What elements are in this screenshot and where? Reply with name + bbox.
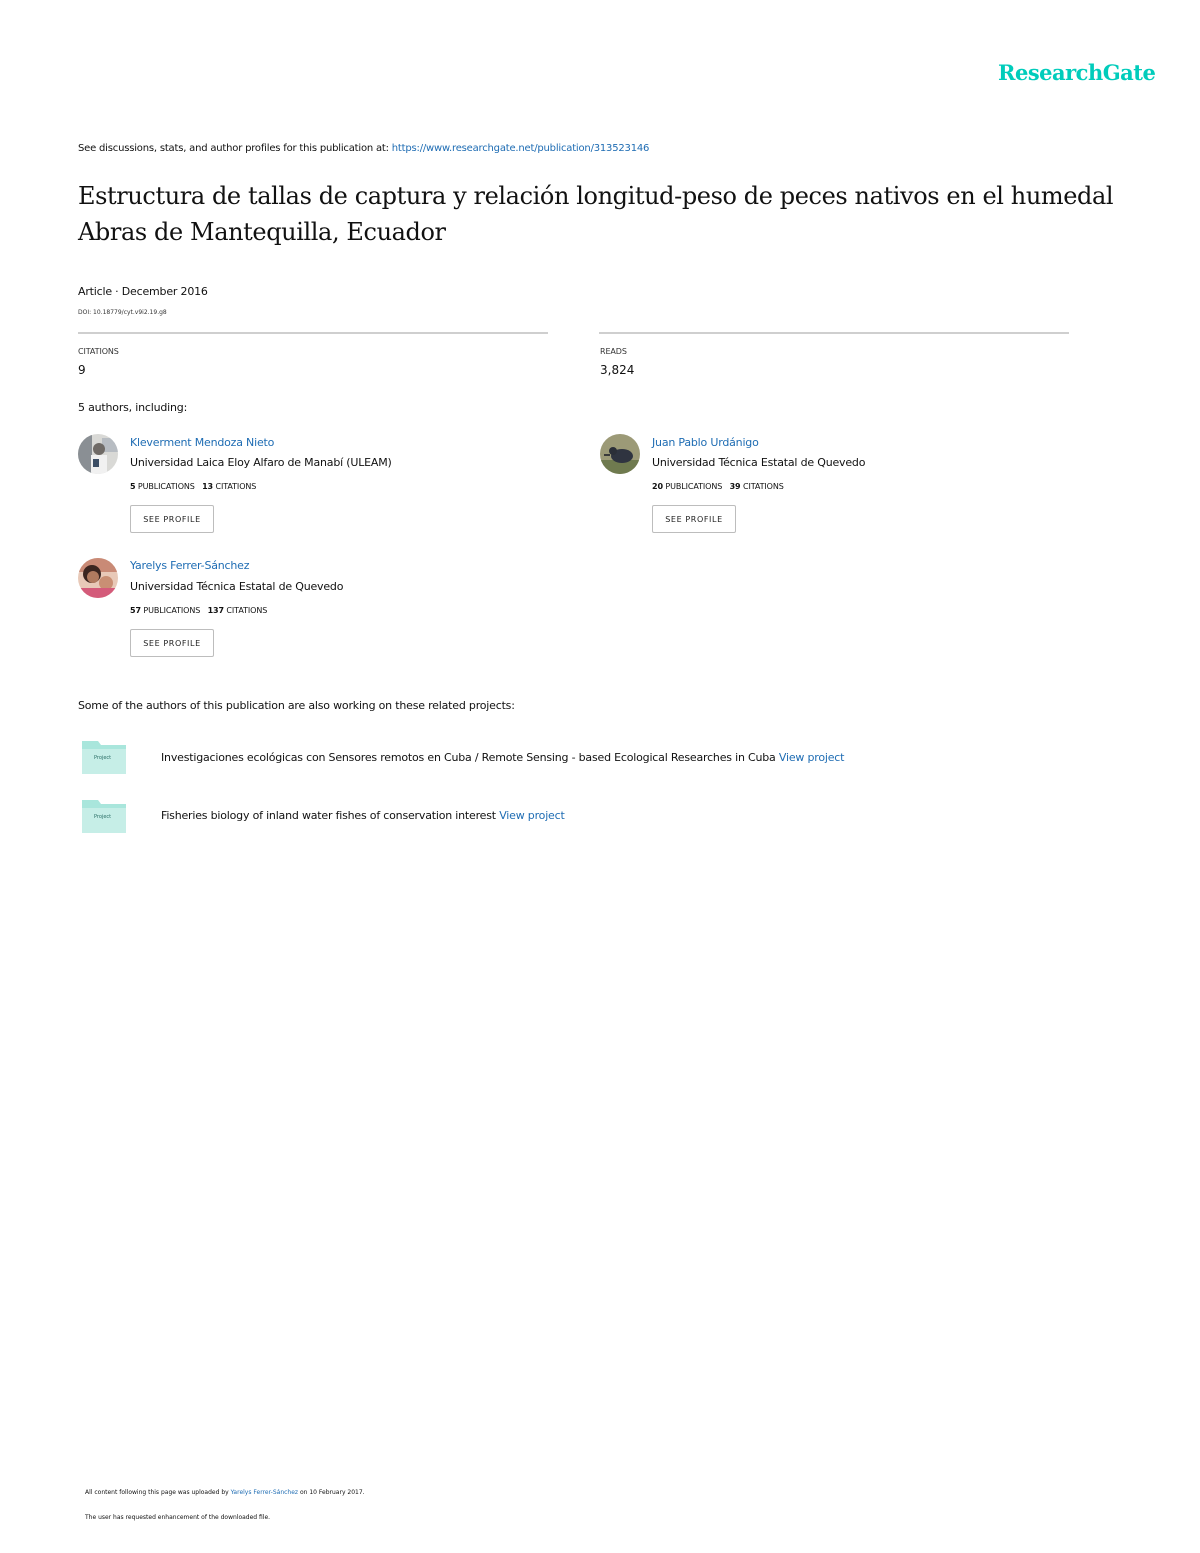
author-publications-count: 5	[130, 482, 136, 491]
author-citations-count: 13	[202, 482, 214, 491]
author-citations-label: CITATIONS	[226, 606, 268, 615]
reads-divider	[599, 332, 1069, 334]
author-publications-label: PUBLICATIONS	[665, 482, 723, 491]
author-institution: Universidad Técnica Estatal de Quevedo	[130, 580, 344, 593]
citations-divider	[78, 332, 548, 334]
author-name-link[interactable]: Yarelys Ferrer-Sánchez	[130, 559, 250, 572]
author-citations-count: 137	[207, 606, 224, 615]
publication-url-link[interactable]: https://www.researchgate.net/publication/313523146	[391, 143, 650, 154]
author-name-link[interactable]: Kleverment Mendoza Nieto	[130, 436, 275, 449]
related-projects-heading: Some of the authors of this publication are also working on these related projects:	[78, 699, 515, 712]
author-citations-label: CITATIONS	[215, 482, 257, 491]
view-project-link[interactable]: View project	[499, 809, 565, 822]
upload-suffix: on 10 February 2017.	[298, 1489, 365, 1496]
author-stats	[652, 482, 784, 491]
project-item	[161, 751, 844, 764]
project-icon-label: Project	[94, 814, 112, 820]
researchgate-logo[interactable]: ResearchGate	[998, 60, 1156, 85]
author-publications-label: PUBLICATIONS	[137, 482, 195, 491]
author-publications-label: PUBLICATIONS	[143, 606, 201, 615]
authors-heading: 5 authors, including:	[78, 401, 188, 414]
author-publications-count: 57	[130, 606, 141, 615]
article-doi: DOI: 10.18779/cyt.v9i2.19.g8	[78, 309, 167, 316]
uploader-link[interactable]: Yarelys Ferrer-Sánchez	[230, 1489, 299, 1496]
project-item	[161, 809, 565, 822]
upload-prefix: All content following this page was uploaded by	[85, 1489, 231, 1496]
see-profile-button[interactable]: SEE PROFILE	[130, 629, 214, 657]
project-icon-label: Project	[94, 755, 112, 761]
author-institution: Universidad Laica Eloy Alfaro de Manabí (ULEAM)	[130, 456, 392, 469]
enhancement-note: The user has requested enhancement of the downloaded file.	[85, 1514, 271, 1521]
discuss-text: See discussions, stats, and author profiles for this publication at:	[78, 143, 392, 154]
author-institution: Universidad Técnica Estatal de Quevedo	[652, 456, 866, 469]
project-folder-icon	[82, 738, 126, 774]
project-title: Investigaciones ecológicas con Sensores remotos en Cuba / Remote Sensing - based Ecological Researches in Cuba	[161, 751, 779, 764]
citations-count: 9	[78, 363, 86, 377]
author-avatar[interactable]	[78, 434, 118, 474]
reads-count: 3,824	[600, 363, 635, 377]
project-title: Fisheries biology of inland water fishes of conservation interest	[161, 809, 500, 822]
see-profile-button[interactable]: SEE PROFILE	[652, 505, 736, 533]
author-avatar[interactable]	[78, 558, 118, 598]
author-publications-count: 20	[652, 482, 663, 491]
author-stats	[130, 606, 267, 615]
author-stats	[130, 482, 256, 491]
publication-link-line	[78, 143, 649, 154]
author-citations-count: 39	[729, 482, 741, 491]
view-project-link[interactable]: View project	[778, 751, 845, 764]
article-meta: Article · December 2016	[78, 285, 208, 298]
article-title: Estructura de tallas de captura y relación longitud-peso de peces nativos en el humedal Abras de Mantequilla, Ecuador	[78, 182, 1114, 246]
author-citations-label: CITATIONS	[742, 482, 784, 491]
author-name-link[interactable]: Juan Pablo Urdánigo	[652, 436, 759, 449]
upload-notice	[85, 1489, 365, 1496]
reads-label: READS	[600, 347, 627, 356]
author-avatar[interactable]	[600, 434, 640, 474]
citations-label: CITATIONS	[78, 347, 119, 356]
project-folder-icon	[82, 797, 126, 833]
see-profile-button[interactable]: SEE PROFILE	[130, 505, 214, 533]
